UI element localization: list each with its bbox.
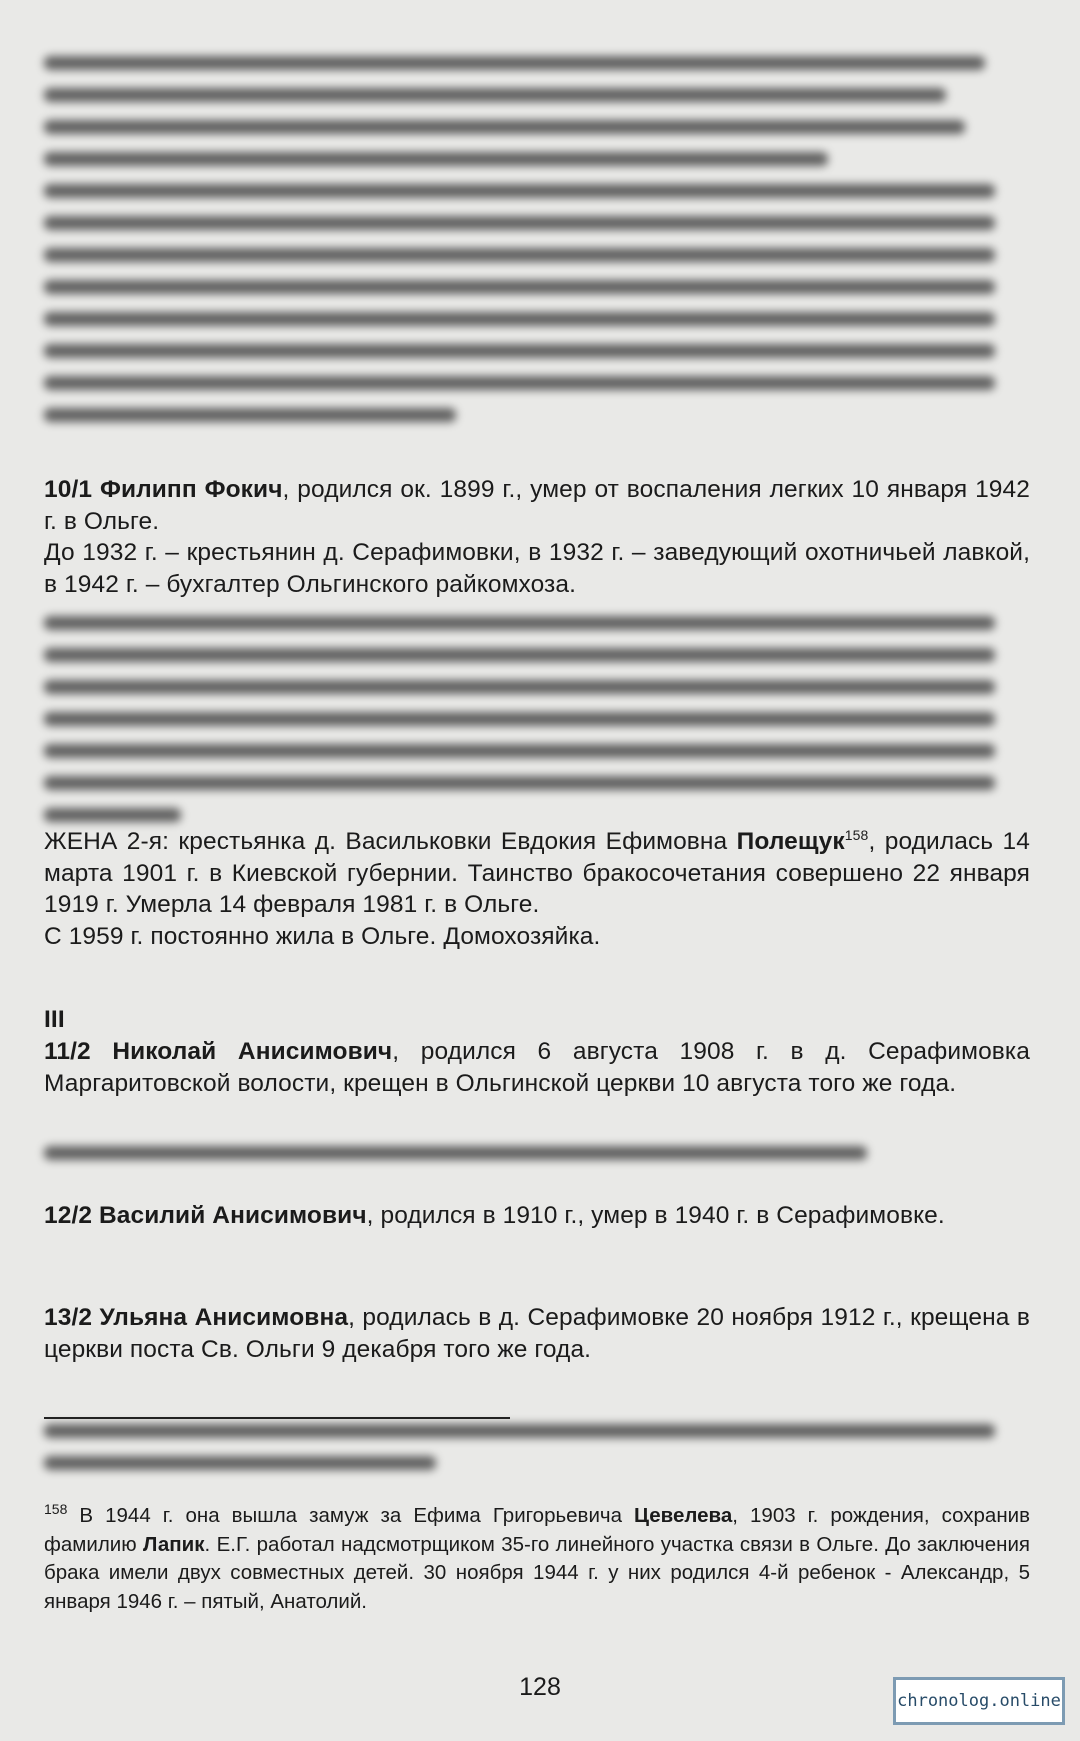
entry-wife-text: , родилась 14 марта 1901 г. в Киевской губернии. Таинство бракосочетания совершено 22 января 1919 г. Умерла 14 февраля 1981 г. в Ольге.	[44, 828, 1031, 918]
entry-vasily	[44, 1200, 1030, 1232]
footnote-ref-158: 158	[844, 826, 869, 843]
entry-vasily-text: , родился в 1910 г., умер в 1940 г. в Серафимовке.	[366, 1202, 945, 1229]
entry-ulyana-text: , родилась в д. Серафимовке 20 ноября 1912 г., крещена в церкви поста Св. Ольги 9 декабря того же года.	[44, 1304, 1030, 1363]
entry-wife	[44, 826, 1030, 952]
entry-filipp	[44, 474, 1030, 600]
footnote-158: $^{158}$ В 1944 г. она вышла замуж за Ефима Григорьевича Цевелева, 1903 г. рождения, сохранив фамилию Лапик. Е.Г. работал надсмотрщиком 35-го линейного участка связи в Ольге. До заключения брака имели двух совместных детей. 30 ноября 1944 г. у них родился 4-й ребенок - Александр, 5 января 1946 г. – пятый, Анатолий.	[44, 1501, 1031, 1613]
entry-ulyana	[44, 1302, 1030, 1365]
watermark-badge[interactable]: chronolog.online	[893, 1677, 1065, 1725]
blurred-text-lower	[44, 1146, 1024, 1178]
blurred-text-middle	[44, 616, 1024, 840]
section-heading: III	[44, 1006, 65, 1033]
footnote-number: 158	[44, 1501, 68, 1518]
entry-ulyana-name: 13/2 Ульяна Анисимовна	[44, 1304, 349, 1331]
blurred-text-top	[44, 56, 1024, 440]
entry-nikolai-text: , родился 6 августа 1908 г. в д. Серафимовка Маргаритовской волости, крещен в Ольгинской церкви 10 августа того же года.	[44, 1038, 1031, 1097]
entry-wife-text2: С 1959 г. постоянно жила в Ольге. Домохозяйка.	[44, 922, 601, 950]
entry-wife-prefix: ЖЕНА 2-я: крестьянка д. Васильковки Евдокия Ефимовна	[44, 828, 737, 855]
footnote-divider	[44, 1417, 510, 1419]
page-number: 128	[519, 1673, 561, 1701]
entry-filipp-name: 10/1 Филипп Фокич	[44, 476, 283, 503]
entry-filipp-career: До 1932 г. – крестьянин д. Серафимовки, в 1932 г. – заведующий охотничьей лавкой, в 1942 г. – бухгалтер Ольгинского райкомхоза.	[44, 539, 1030, 598]
entry-nikolai-name: 11/2 Николай Анисимович	[44, 1038, 393, 1065]
blurred-text-bottom	[44, 1424, 1024, 1488]
entry-nikolai	[44, 1036, 1030, 1099]
entry-filipp-text: , родился ок. 1899 г., умер от воспаления легких 10 января 1942 г. в Ольге.	[44, 476, 1030, 535]
entry-vasily-name: 12/2 Василий Анисимович	[44, 1202, 367, 1229]
entry-wife-surname: Полещук	[736, 828, 845, 855]
